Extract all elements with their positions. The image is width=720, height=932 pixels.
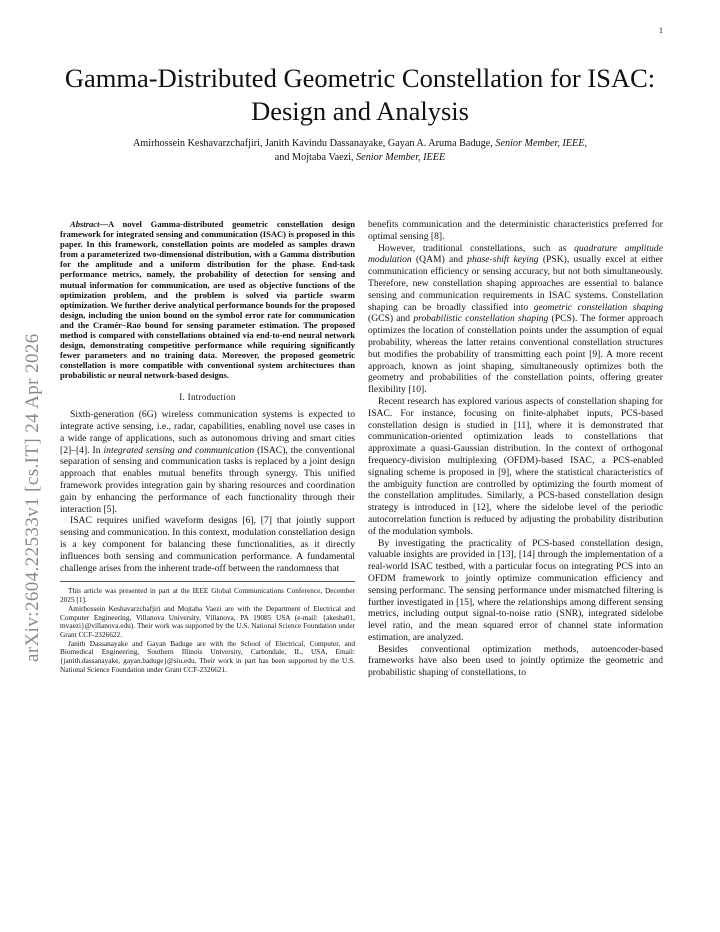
abstract-text: —A novel Gamma-distributed geometric constellation design framework for integrated sensing and communication (ISAC) is proposed in this paper. In this framework, constellation points are modeled as samples drawn from a parameterized two-dimensional distribution, with a Gamma distribution for the amplitude and a uniform distribution for the phase. End-task performance metrics, namely, the probability of detection for sensing and mutual information for communication, are used as objective functions of the optimization problem, and the problem is solved via particle swarm optimization. We further derive analytical performance bounds for the proposed design, including the union bound on the symbol error rate for communication and the Cramér–Rao bound for sensing parameter estimation. The proposed method is compared with constellations obtained via end-to-end neural network design, demonstrating competitive performance while requiring significantly fewer parameters and no training data. Moreover, the proposed geometric constellation is more compatible with conventional system architectures than probabilistic or neural network-based designs. <box>60 219 355 381</box>
text-run: (ISAC), the conventional separation of sensing and communication tasks is replaced by a joint design approach that enables mutual benefits through synergy. This unified framework provides integration gain by sharing resources and coordination gain by enhancing the performance of each functionality through their interaction [5]. <box>60 444 355 515</box>
text-run: (QAM) and <box>411 254 468 266</box>
footnote: Janith Dassanayake and Gayan Baduge are with the School of Electrical, Computer, and Biomedical Engineering, Southern Illinois University, Carbondale, IL, USA, Email: {janith.dassanayake, gayan.baduge}@siu.edu. Their work in part has been supported by the U.S. National Science Foundation under Grant CCF-2326621. <box>60 638 355 674</box>
emphasis: geometric constellation shaping <box>533 301 663 313</box>
intro-paragraph-2: ISAC requires unified waveform designs [6], [7] that jointly support sensing and communication. In this context, modulation constellation design is a key component for balancing these functionalities, as it directly influences both sensing and communication performance. A fundamental challenge arises from the inherent trade-off between the randomness that <box>60 515 355 574</box>
emphasis: probabilistic constellation shaping <box>413 313 549 325</box>
author-block: Amirhossein Keshavarzchafjiri, Janith Kavindu Dassanayake, Gayan A. Aruma Baduge, Senior Member, IEEE, and Mojtaba Vaezi, Senior Member, IEEE <box>132 138 588 163</box>
section-heading-introduction: I. Introduction <box>179 391 236 402</box>
authors-names-2: and Mojtaba Vaezi, <box>274 152 354 163</box>
intro-paragraph-5: By investigating the practicality of PCS-based constellation design, valuable insights are provided in [13], [14] through the implementation of a real-world ISAC testbed, with a particular focus on integrating PCS into an OFDM framework to jointly optimize communication efficiency and sensing performanc. The sensing performance under mismatched filtering is further investigated in [15], where the relationships among different sensing metrics, including output signal-to-noise ratio (SNR), integrated sidelobe level ratio, and the mean squared error of channel state information estimation, are analyzed. <box>368 537 663 643</box>
arxiv-stamp-text: arXiv:2604.22533v1 [cs.IT] 24 Apr 2026 <box>22 333 43 662</box>
paper-title: Gamma-Distributed Geometric Constellation for ISAC: Design and Analysis <box>64 63 656 126</box>
intro-paragraph-1 <box>60 409 355 515</box>
footnote-rule <box>60 581 355 582</box>
intro-paragraph-3 <box>368 243 663 396</box>
emphasis: quadrature amplitude modulation <box>368 242 663 266</box>
intro-paragraph-4: Recent research has explored various aspects of constellation shaping for ISAC. For instance, focusing on finite-alphabet inputs, PCS-based constellation design is studied in [11], where it is demonstrated that communication-oriented optimization leads to constellations that approximate a quasi-Gaussian distribution. In the context of orthogonal frequency-division multiplexing (OFDM)-based ISAC, a PCS-enabled signaling scheme is proposed in [9], where the statistical characteristics of the ambiguity function are controlled by optimizing the fourth moment of the constellation amplitudes. Similarly, a PCS-based constellation design strategy is introduced in [12], where the sidelobe level of the periodic autocorrelation function is reduced by adjusting the probability distribution of the modulation symbols. <box>368 395 663 537</box>
left-column <box>60 219 355 674</box>
footnotes <box>60 587 355 674</box>
text-run: However, traditional constellations, such as <box>378 242 575 254</box>
authors-names-1: Amirhossein Keshavarzchafjiri, Janith Kavindu Dassanayake, Gayan A. Aruma Baduge, <box>132 138 493 149</box>
abstract <box>60 219 355 381</box>
author-affiliation-2: Senior Member, IEEE <box>356 152 446 163</box>
intro-paragraph-6: Besides conventional optimization methods, autoencoder-based frameworks have also been used to jointly optimize the geometric and probabilistic shaping of constellations, to <box>368 643 663 679</box>
text-run: (PCS). The former approach optimizes the location of constellation points under the assumption of equal probability, whereas the latter retains conventional constellation structures but modifies the probability of transmitting each point [9]. A more recent approach, known as joint shaping, simultaneously optimizes both the geometry and probabilities of the constellation points, offering greater flexibility [10]. <box>368 313 663 396</box>
page-number: 1 <box>659 26 663 35</box>
footnote: This article was presented in part at the IEEE Global Communications Conference, December 2025 [1]. <box>60 586 355 605</box>
text-run: Sixth-generation (6G) wireless communication systems is expected to integrate active sensing, i.e., radar, capabilities, enabling novel use cases in a wide range of applications, such as autonomous driving and smart cities [2]–[4]. In <box>60 409 355 456</box>
author-affiliation-1: Senior Member, IEEE <box>495 138 585 149</box>
intro-paragraph-continued: benefits communication and the deterministic characteristics preferred for optimal sensing [8]. <box>368 219 663 242</box>
right-column <box>368 219 663 679</box>
text-run: (PSK), usually excel at either communication efficiency or sensing accuracy, but not both simultaneously. Therefore, new constellation shaping approaches are essential to balance sensing and communication requirements in ISAC systems. Constellation shaping can be broadly classified into <box>368 254 663 313</box>
emphasis: phase-shift keying <box>467 254 539 266</box>
emphasis: integrated sensing and communication <box>103 444 255 456</box>
text-run: (GCS) and <box>368 313 414 325</box>
abstract-lead: Abstract <box>70 219 100 229</box>
footnote: Amirhossein Keshavarzchafjiri and Mojtaba Vaezi are with the Department of Electrical and Computer Engineering, Villanova University, Villanova, PA 19085 USA (e-mail: {akesha01, mvaezi}@villanova.edu). Their work was supported by the U.S. National Science Foundation under Grant CCF-2326622. <box>60 603 355 639</box>
